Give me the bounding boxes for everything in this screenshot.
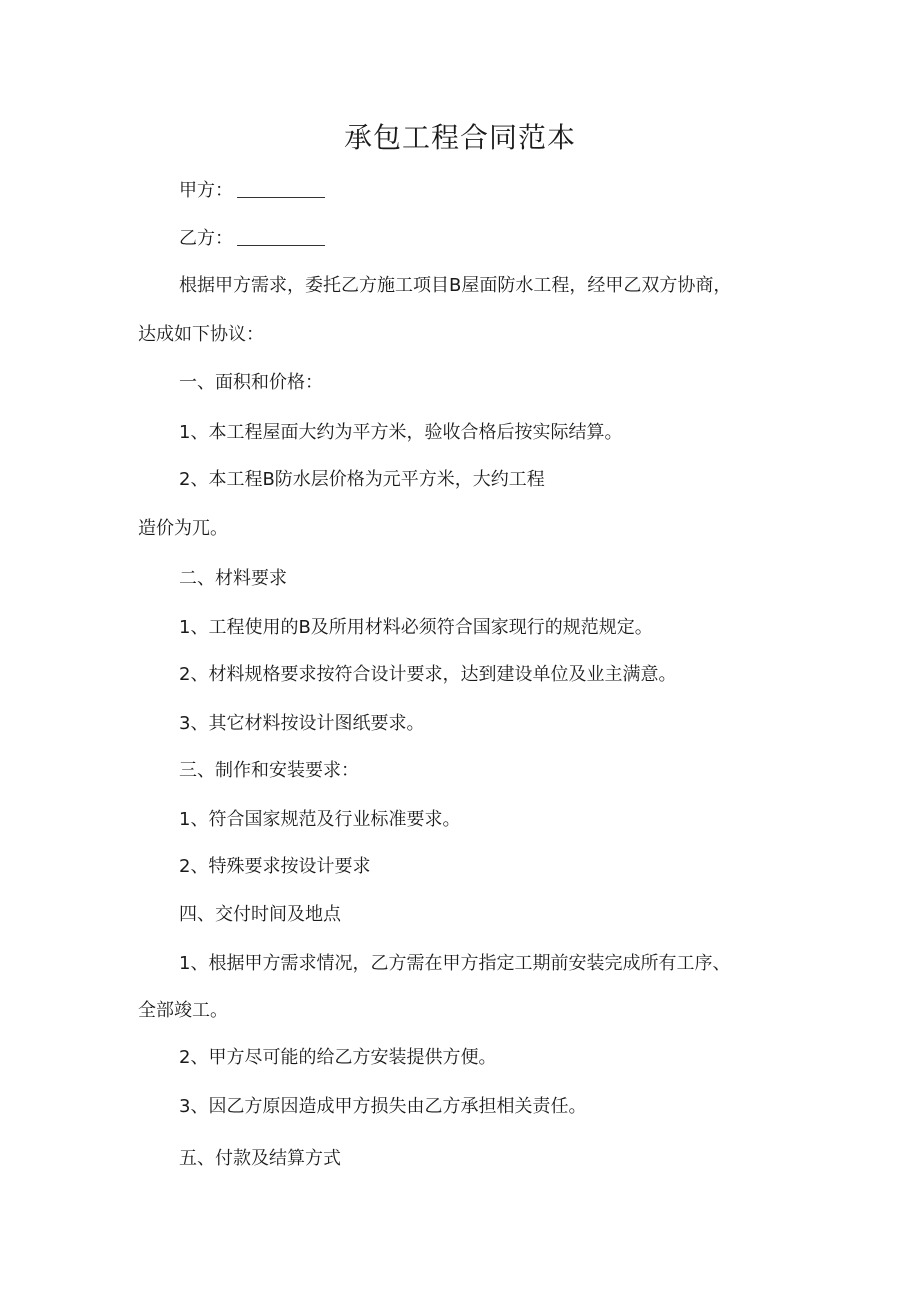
section-5-heading: 五、付款及结算方式 (179, 1148, 341, 1169)
intro-line-2: 达成如下协议： (138, 324, 264, 345)
party-a-blank (237, 179, 325, 198)
section-4-item-2: 2、甲方尽可能的给乙方安装提供方便。 (179, 1047, 497, 1068)
section-4-heading: 四、交付时间及地点 (179, 904, 341, 925)
party-b-label: 乙方： (179, 228, 233, 249)
section-2-heading: 二、材料要求 (179, 568, 287, 589)
section-1-item-1: 1、本工程屋面大约为平方米，验收合格后按实际结算。 (179, 422, 623, 443)
section-1-item-2: 2、本工程B防水层价格为元平方米，大约工程 (179, 469, 545, 490)
document-title: 承包工程合同范本 (343, 121, 576, 154)
section-3-item-1: 1、符合国家规范及行业标准要求。 (179, 809, 461, 830)
intro-line-1: 根据甲方需求，委托乙方施工项目B屋面防水工程，经甲乙双方协商， (179, 275, 732, 296)
section-2-item-3: 3、其它材料按设计图纸要求。 (179, 713, 425, 734)
section-2-item-2: 2、材料规格要求按符合设计要求，达到建设单位及业主满意。 (179, 664, 677, 685)
section-3-heading: 三、制作和安装要求： (179, 760, 359, 781)
party-b-blank (237, 227, 325, 246)
section-4-item-3: 3、因乙方原因造成甲方损失由乙方承担相关责任。 (179, 1096, 587, 1117)
party-a-label: 甲方： (179, 180, 233, 201)
party-a-line (179, 178, 325, 204)
party-b-line (179, 226, 325, 252)
section-4-item-1-cont: 全部竣工。 (138, 1000, 228, 1021)
section-3-item-2: 2、特殊要求按设计要求 (179, 856, 371, 877)
section-2-item-1: 1、工程使用的B及所用材料必须符合国家现行的规范规定。 (179, 617, 653, 638)
section-1-item-2-cont: 造价为兀。 (138, 518, 228, 539)
section-1-heading: 一、面积和价格： (179, 372, 323, 393)
section-4-item-1: 1、根据甲方需求情况，乙方需在甲方指定工期前安装完成所有工序、 (179, 953, 731, 974)
